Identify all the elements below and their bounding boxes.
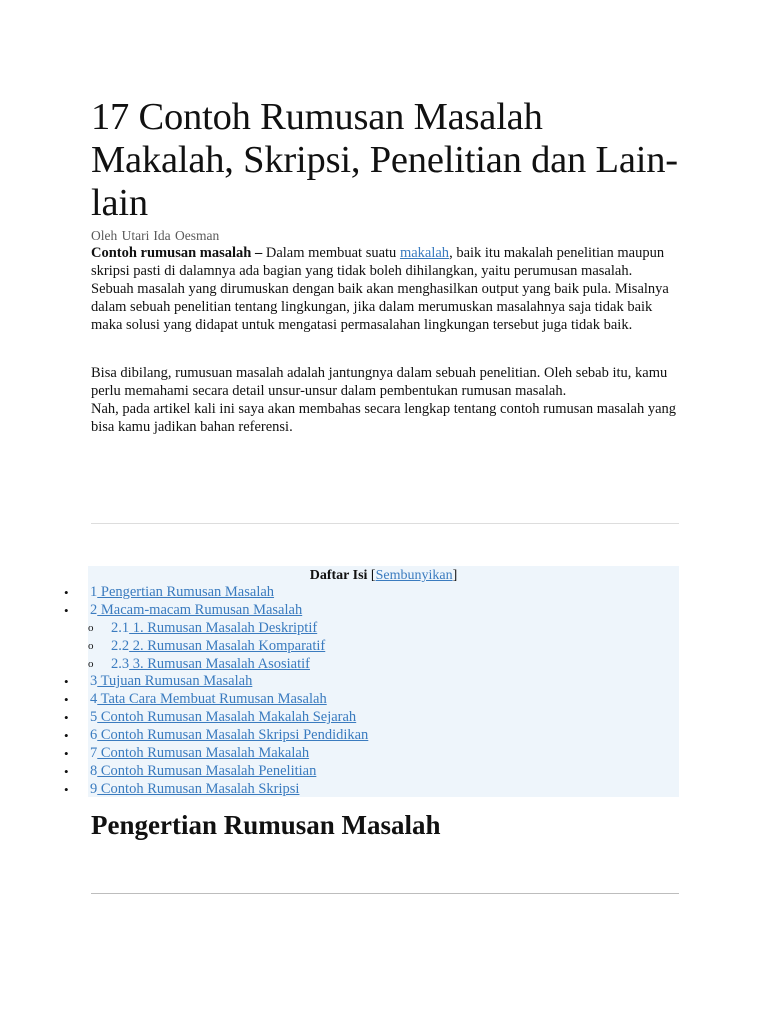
toc-item-number: 1	[90, 584, 98, 600]
bullet-icon: •	[64, 585, 69, 600]
toc-title: Daftar Isi	[309, 568, 368, 583]
toc-item-link[interactable]: 1. Rumusan Masalah Deskriptif	[129, 619, 318, 636]
toc-item-number: 2.1	[111, 619, 130, 636]
toc-item-number: 8	[90, 762, 98, 779]
toc-item-link[interactable]: 3. Rumusan Masalah Asosiatif	[129, 655, 310, 672]
article-body	[91, 96, 681, 436]
toc-item-link[interactable]: Contoh Rumusan Masalah Makalah Sejarah	[97, 709, 357, 726]
toc-item	[64, 584, 679, 602]
paragraph-3: Bisa dibilang, rumusuan masalah adalah jantungnya dalam sebuah penelitian. Oleh sebab itu, kamu perlu memahami secara detail unsur-unsur dalam pembentukan rumusan masalah.	[91, 365, 668, 399]
bullet-icon: •	[64, 692, 69, 708]
toc-item-link[interactable]: Contoh Rumusan Masalah Makalah	[97, 745, 310, 762]
toc-item-number: 2.2	[111, 637, 130, 654]
toc-item-link[interactable]: 2. Rumusan Masalah Komparatif	[129, 637, 326, 654]
intro-bold: Contoh rumusan masalah –	[91, 245, 263, 261]
toc-item	[64, 762, 679, 781]
bullet-icon: •	[64, 602, 69, 618]
toc-item-number: 3	[90, 673, 98, 690]
toc-item	[64, 780, 679, 799]
bullet-icon: •	[64, 674, 69, 690]
paragraph-4: Nah, pada artikel kali ini saya akan membahas secara lengkap tentang contoh rumusan masalah yang bisa kamu jadikan bahan referensi.	[91, 401, 677, 435]
toc-item-number: 4	[90, 691, 98, 708]
toc-item-link[interactable]: Contoh Rumusan Masalah Skripsi Pendidikan	[97, 727, 369, 744]
bullet-icon: •	[64, 710, 69, 726]
divider-top	[91, 523, 679, 524]
byline-author: Ida Oesman	[153, 228, 220, 243]
intro-paragraph	[91, 244, 681, 280]
toc-item-number: 9	[90, 780, 98, 797]
byline-prefix: Oleh Utari	[91, 228, 150, 243]
toc-item	[88, 620, 679, 638]
bullet-icon: •	[64, 728, 69, 744]
toc-item-link[interactable]: Macam-macam Rumusan Masalah	[97, 601, 303, 618]
makalah-link[interactable]: makalah	[399, 245, 450, 261]
bullet-icon: •	[64, 781, 69, 797]
toc-item-number: 2	[90, 601, 98, 618]
divider-bottom	[91, 893, 679, 894]
article-title: 17 Contoh Rumusan Masalah Makalah, Skripsi, Penelitian dan Lain-lain	[91, 96, 678, 224]
bullet-icon: •	[64, 746, 69, 762]
toc-item-link[interactable]: Tujuan Rumusan Masalah	[97, 673, 253, 690]
toc-item-link[interactable]: Tata Cara Membuat Rumusan Masalah	[97, 691, 327, 708]
bullet-icon: •	[64, 763, 69, 779]
toc-item-number: 2.3	[111, 655, 130, 672]
intro-text-2: , baik itu makalah penelitian maupun skripsi pasti di dalamnya ada bagian yang tidak boleh dihilangkan, yaitu perumusan masalah.	[91, 245, 665, 279]
toc-item-number: 7	[90, 745, 98, 762]
sub-bullet-icon: o	[88, 657, 94, 670]
toc-item	[64, 673, 679, 691]
toc-item	[64, 691, 679, 709]
intro-text-1: Dalam membuat suatu	[262, 245, 400, 261]
sub-bullet-icon: o	[88, 639, 94, 652]
toc-item-link[interactable]: Contoh Rumusan Masalah Penelitian	[97, 762, 317, 779]
toc-item	[64, 601, 679, 620]
toc-item	[88, 638, 679, 656]
table-of-contents	[64, 566, 679, 797]
toc-item-number: 6	[90, 727, 98, 744]
toc-item-link[interactable]: Pengertian Rumusan Masalah	[97, 584, 275, 600]
toc-bracket-open: [	[370, 568, 376, 583]
toc-header	[88, 566, 679, 584]
toc-item	[64, 709, 679, 727]
toc-list	[64, 584, 679, 799]
toc-item	[64, 727, 679, 745]
toc-bracket-close: ]	[452, 568, 458, 583]
byline	[91, 228, 681, 244]
toc-item	[88, 656, 679, 674]
toc-hide-toggle[interactable]: Sembunyikan	[375, 568, 453, 583]
toc-item	[64, 745, 679, 763]
sub-bullet-icon: o	[88, 621, 94, 634]
toc-item-link[interactable]: Contoh Rumusan Masalah Skripsi	[97, 780, 300, 797]
section-heading: Pengertian Rumusan Masalah	[91, 810, 441, 840]
paragraph-2: Sebuah masalah yang dirumuskan dengan baik akan menghasilkan output yang baik pula. Misalnya dalam sebuah penelitian tentang lingkungan, jika dalam merumuskan masalahnya saja tidak baik maka solusi yang didapat untuk mengatasi permasalahan lingkungan tersebut juga tidak baik.	[91, 281, 669, 333]
toc-item-number: 5	[90, 709, 98, 726]
